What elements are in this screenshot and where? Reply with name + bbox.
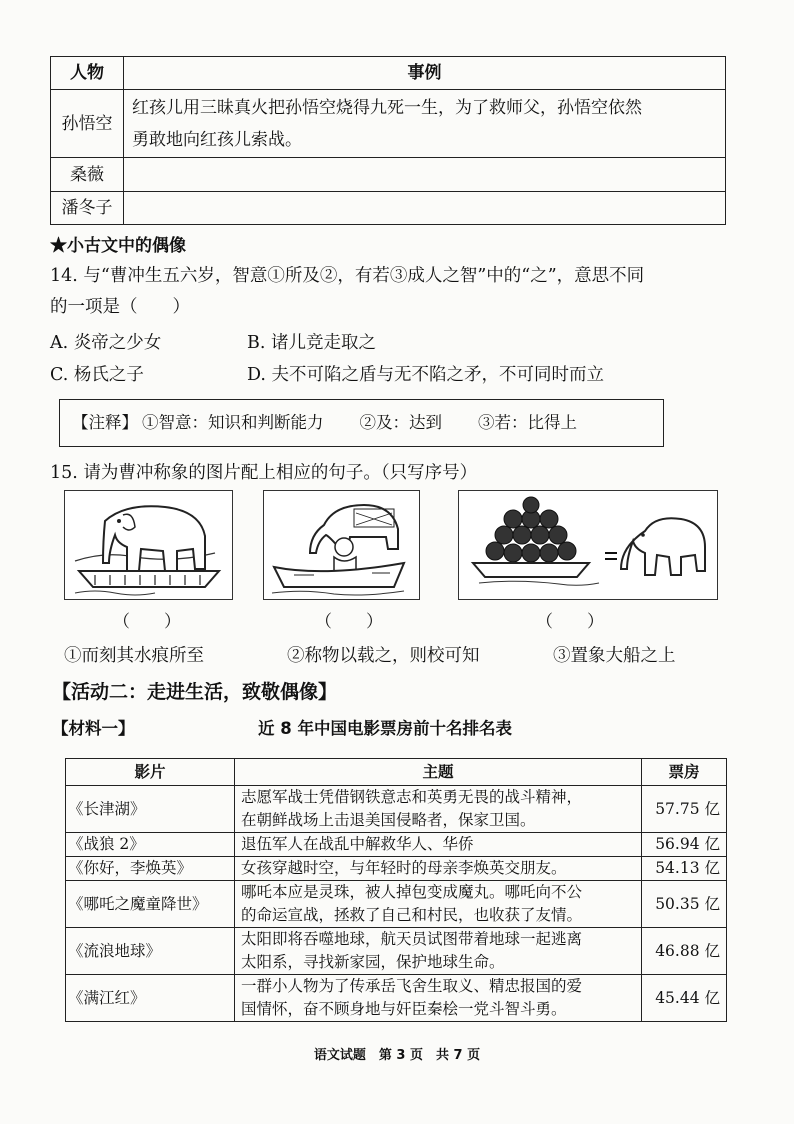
film-title: 《你好，李焕英》: [66, 857, 235, 881]
table-row: [66, 975, 727, 1022]
table-header-film: 影片: [66, 759, 235, 786]
q15-sentence-2: ②称物以载之，则校可知: [287, 646, 480, 666]
annotation-box: [59, 399, 664, 447]
table-header-box-office: 票房: [642, 759, 727, 786]
q14-stem-line1: 14. 与“曹冲生五六岁，智意①所及②，有若③成人之智”中的“之”，意思不同: [50, 266, 645, 286]
q15-blank-1[interactable]: （ ）: [113, 612, 181, 632]
theme-line: 一群小人物为了传承岳飞舍生取义、精忠报国的爱: [241, 977, 583, 995]
theme-line: 国情怀，奋不顾身地与奸臣秦桧一党斗智斗勇。: [241, 1000, 567, 1018]
q15-sentence-1: ①而刻其水痕所至: [64, 646, 204, 666]
theme-line: 退伍军人在战乱中解救华人、华侨: [241, 835, 474, 853]
table-header-character: 人物: [51, 57, 124, 90]
box-office-value: 46.88 亿: [642, 928, 727, 975]
theme-line: 的命运宣战，拯救了自己和村民，也收获了友情。: [241, 906, 583, 924]
annotation-item-3: ③若：比得上: [478, 413, 577, 432]
section-title-classical: ★小古文中的偶像: [50, 236, 186, 256]
annotation-label: 【注释】: [72, 413, 138, 432]
film-title: 《哪吒之魔童降世》: [66, 881, 235, 928]
film-title: 《战狼 2》: [66, 833, 235, 857]
film-theme: [235, 928, 642, 975]
theme-line: 哪吒本应是灵珠，被人掉包变成魔丸。哪吒向不公: [241, 883, 583, 901]
q14-stem-line2: 的一项是（ ）: [50, 297, 190, 317]
box-office-value: 50.35 亿: [642, 881, 727, 928]
q14-option-a[interactable]: A. 炎帝之少女: [50, 333, 162, 353]
film-theme: [235, 833, 642, 857]
stones-equal-elephant-icon: [459, 491, 717, 599]
picture-marking-waterline: [263, 490, 420, 600]
character-example-table: [50, 56, 726, 225]
table-row: [66, 857, 727, 881]
marking-waterline-icon: [264, 491, 419, 599]
row-name-sangwei: 桑薇: [51, 158, 124, 192]
theme-line: 在朝鲜战场上击退美国侵略者，保家卫国。: [241, 811, 536, 829]
theme-line: 太阳即将吞噬地球，航天员试图带着地球一起逃离: [241, 930, 583, 948]
q15-sentence-3: ③置象大船之上: [553, 646, 676, 666]
picture-elephant-on-boat: [64, 490, 233, 600]
table-row: [66, 881, 727, 928]
row-example-sunwukong: [124, 90, 726, 158]
film-title: 《满江红》: [66, 975, 235, 1022]
q15-blank-2[interactable]: （ ）: [315, 612, 383, 632]
answer-field-pandongzi[interactable]: [124, 192, 726, 225]
table-header-example: 事例: [124, 57, 726, 90]
box-office-value: 57.75 亿: [642, 786, 727, 833]
film-theme: [235, 881, 642, 928]
box-office-value: 54.13 亿: [642, 857, 727, 881]
example-line-1: 红孩儿用三昧真火把孙悟空烧得九死一生，为了救师父，孙悟空依然: [132, 97, 642, 118]
material-one-label: 【材料一】: [52, 719, 135, 738]
film-title: 《长津湖》: [66, 786, 235, 833]
box-office-table-title: 近 8 年中国电影票房前十名排名表: [258, 719, 512, 738]
table-row: [66, 928, 727, 975]
activity-two-heading: 【活动二：走进生活，致敬偶像】: [52, 681, 338, 703]
box-office-value: 45.44 亿: [642, 975, 727, 1022]
q15-stem: 15. 请为曹冲称象的图片配上相应的句子。（只写序号）: [50, 463, 478, 483]
q14-option-c[interactable]: C. 杨氏之子: [50, 365, 144, 385]
q14-option-b[interactable]: B. 诸儿竞走取之: [247, 333, 376, 353]
film-theme: [235, 857, 642, 881]
answer-field-sangwei[interactable]: [124, 158, 726, 192]
film-theme: [235, 786, 642, 833]
row-name-pandongzi: 潘冬子: [51, 192, 124, 225]
page-footer: 语文试题 第 3 页 共 7 页: [313, 1048, 481, 1063]
box-office-value: 56.94 亿: [642, 833, 727, 857]
q14-option-d[interactable]: D. 夫不可陷之盾与无不陷之矛，不可同时而立: [247, 365, 605, 385]
film-title: 《流浪地球》: [66, 928, 235, 975]
film-theme: [235, 975, 642, 1022]
theme-line: 太阳系，寻找新家园，保护地球生命。: [241, 953, 505, 971]
table-header-theme: 主题: [235, 759, 642, 786]
table-row: [66, 833, 727, 857]
picture-stones-equal-elephant: [458, 490, 718, 600]
theme-line: 女孩穿越时空，与年轻时的母亲李焕英交朋友。: [241, 859, 567, 877]
annotation-item-2: ②及：达到: [359, 413, 442, 432]
q15-blank-3[interactable]: （ ）: [536, 612, 604, 632]
example-line-2: 勇敢地向红孩儿索战。: [132, 129, 302, 150]
row-name-sunwukong: 孙悟空: [51, 90, 124, 158]
elephant-on-boat-icon: [65, 491, 232, 599]
theme-line: 志愿军战士凭借钢铁意志和英勇无畏的战斗精神，: [241, 788, 583, 806]
annotation-item-1: ①智意：知识和判断能力: [142, 413, 324, 432]
table-row: [66, 786, 727, 833]
box-office-table: [65, 758, 727, 1022]
